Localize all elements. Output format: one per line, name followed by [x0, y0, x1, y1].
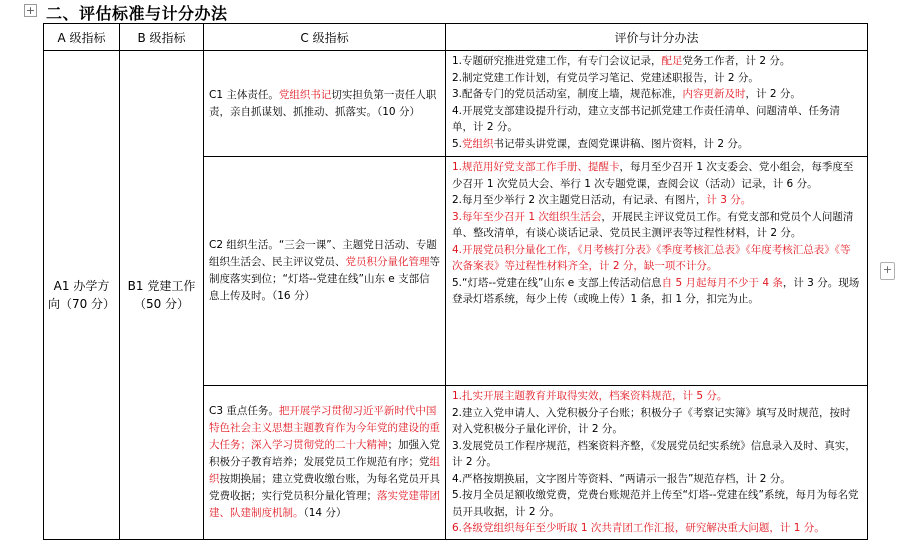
highlighted-text: 落实党建带团建、队建制度机制。: [209, 489, 440, 519]
evaluation-item: [452, 159, 861, 192]
highlighted-text: 内容更新及时: [682, 88, 746, 100]
b1-line1: B1 党建工作: [127, 278, 196, 293]
highlighted-text: 4.开展党员积分量化工作，《月考核打分表》《季度考核汇总表》《年度考核汇总表》《等次备案表》等过程性材料齐全，计 2 分，缺一项不计分。: [452, 243, 851, 272]
evaluation-item: [452, 405, 861, 438]
evaluation-item: [452, 70, 861, 87]
text-segment: C3 重点任务。: [209, 404, 279, 417]
evaluation-item: [452, 275, 861, 308]
text-segment: ，每月至少召开 1 次支委会、党小组会，每季度至少召开 1 次党员大会、举行 1 次专题党课，查阅会议（活动）记录，计 6 分。: [452, 161, 854, 190]
text-segment: 党务工作者，计 2 分。: [682, 55, 791, 67]
highlighted-text: 1.扎实开展主题教育并取得实效，档案资料规范，计 5 分。: [452, 390, 728, 402]
header-b-level: B 级指标: [120, 24, 204, 51]
evaluation-item: [452, 242, 861, 275]
evaluation-item: [452, 86, 861, 103]
c2-evaluation-cell: [446, 157, 868, 386]
text-segment: 2.建立入党申请人、入党积极分子台账；积极分子《考察记实簿》填写及时规范，按时对入党积极分子量化评价，计 2 分。: [452, 406, 851, 435]
b1-line2: （50 分）: [133, 296, 190, 311]
text-segment: ；加强入党积极分子教育培养；发展党员工作规范有序；党: [209, 438, 440, 468]
text-segment: ，计 2 分。: [745, 88, 801, 100]
plus-icon[interactable]: +: [880, 262, 895, 280]
header-c-level: C 级指标: [204, 24, 446, 51]
evaluation-item: [452, 192, 861, 209]
text-segment: 书记带头讲党课，查阅党课讲稿、图片资料，计 2 分。: [493, 137, 749, 150]
evaluation-item: [452, 438, 861, 471]
text-segment: 等制度落实到位；“灯塔--党建在线”山东 e 支部信息上传及时。（16 分）: [209, 256, 440, 302]
highlighted-text: 组织: [209, 455, 440, 485]
a1-line1: A1 办学方: [53, 278, 110, 293]
text-segment: 按期换届；建立党费收缴台账，为每名党员开具党费收据；实行党员积分量化管理；: [209, 472, 440, 502]
text-segment: 4.严格按期换届，文字图片等资料、“两请示一报告”规范存档，计 2 分。: [452, 472, 791, 485]
table-move-handle-icon[interactable]: +: [25, 4, 36, 17]
text-segment: 切实担负第一责任人职责，亲自抓谋划、抓推动、抓落实。（10 分）: [209, 88, 437, 118]
c1-indicator-cell: [204, 51, 446, 157]
c3-evaluation-cell: [446, 386, 868, 540]
highlighted-text: 1.规范用好党支部工作手册、提醒卡: [452, 161, 620, 173]
evaluation-item: [452, 388, 861, 405]
text-segment: 5.: [452, 137, 463, 150]
text-segment: 4.开展党支部建设提升行动，建立支部书记抓党建工作责任清单、问题清单、任务清单，计 2 分。: [452, 104, 841, 133]
text-segment: 3.发展党员工作程序规范，档案资料齐整，《发展党员纪实系统》信息录入及时、真实，计 2 分。: [452, 439, 856, 468]
highlighted-text: 党组织书记: [278, 88, 332, 101]
evaluation-item: [452, 53, 861, 70]
text-segment: 5.按月全员足额收缴党费，党费台账规范并上传至“灯塔--党建在线”系统，每月为每名党员开具收据，计 2 分。: [452, 489, 859, 518]
text-segment: 5.“灯塔--党建在线”山东 e 支部上传活动信息: [452, 276, 662, 289]
highlighted-text: 党员积分量化管理: [345, 256, 430, 268]
text-segment: 1.专题研究推进党建工作，有专门会议记录，: [452, 55, 662, 67]
highlighted-text: 党组织: [462, 137, 494, 150]
table-row: [44, 51, 868, 157]
header-row: [44, 24, 868, 51]
highlighted-text: 自 5 月起每月不少于 4 条: [661, 276, 783, 289]
highlighted-text: 3.每年至少召开 1 次组织生活会: [452, 210, 602, 223]
evaluation-item: [452, 136, 861, 153]
text-segment: ，开展民主评议党员工作。有党支部和党员个人问题清单、整改清单，有谈心谈话记录、党员民主测评表等过程性材料，计 2 分。: [452, 210, 854, 239]
a1-indicator-cell: [44, 51, 120, 540]
highlighted-text: 把开展学习贯彻习近平新时代中国特色社会主义思想主题教育作为今年党的建设的重大任务；深入学习贯彻党的二十大精神: [209, 404, 440, 451]
evaluation-item: [452, 103, 861, 136]
a1-line2: 向（70 分）: [47, 296, 116, 311]
c1-evaluation-cell: [446, 51, 868, 157]
text-segment: 2.每月至少举行 2 次主题党日活动，有记录、有图片，: [452, 194, 707, 206]
highlighted-text: 计 3 分。: [706, 194, 752, 206]
c2-indicator-cell: [204, 157, 446, 386]
text-segment: C2 组织生活。“三会一课”、主题党日活动、专题组织生活会、民主评议党员、: [209, 239, 437, 268]
text-segment: （14 分）: [303, 506, 347, 519]
header-a-level: A 级指标: [44, 24, 120, 51]
evaluation-item: [452, 471, 861, 488]
highlighted-text: 配足: [661, 55, 683, 67]
evaluation-table: [43, 23, 868, 540]
evaluation-item: [452, 487, 861, 520]
text-segment: 3.配备专门的党员活动室，制度上墙，规范标准，: [452, 88, 683, 100]
text-segment: 2.制定党建工作计划，有党员学习笔记、党建述职报告，计 2 分。: [452, 71, 759, 84]
text-segment: C1 主体责任。: [209, 88, 279, 101]
text-segment: ，计 3 分。现场登录灯塔系统，每少上传（或晚上传）1 条，扣 1 分，扣完为止。: [452, 276, 860, 305]
c3-indicator-cell: [204, 386, 446, 540]
evaluation-item: [452, 209, 861, 242]
header-evaluation: 评价与计分办法: [446, 24, 868, 51]
evaluation-item: [452, 520, 861, 537]
highlighted-text: 6.各级党组织每年至少听取 1 次共青团工作汇报，研究解决重大问题，计 1 分。: [452, 522, 825, 534]
section-heading: 二、评估标准与计分办法: [46, 4, 228, 23]
b1-indicator-cell: [120, 51, 204, 540]
